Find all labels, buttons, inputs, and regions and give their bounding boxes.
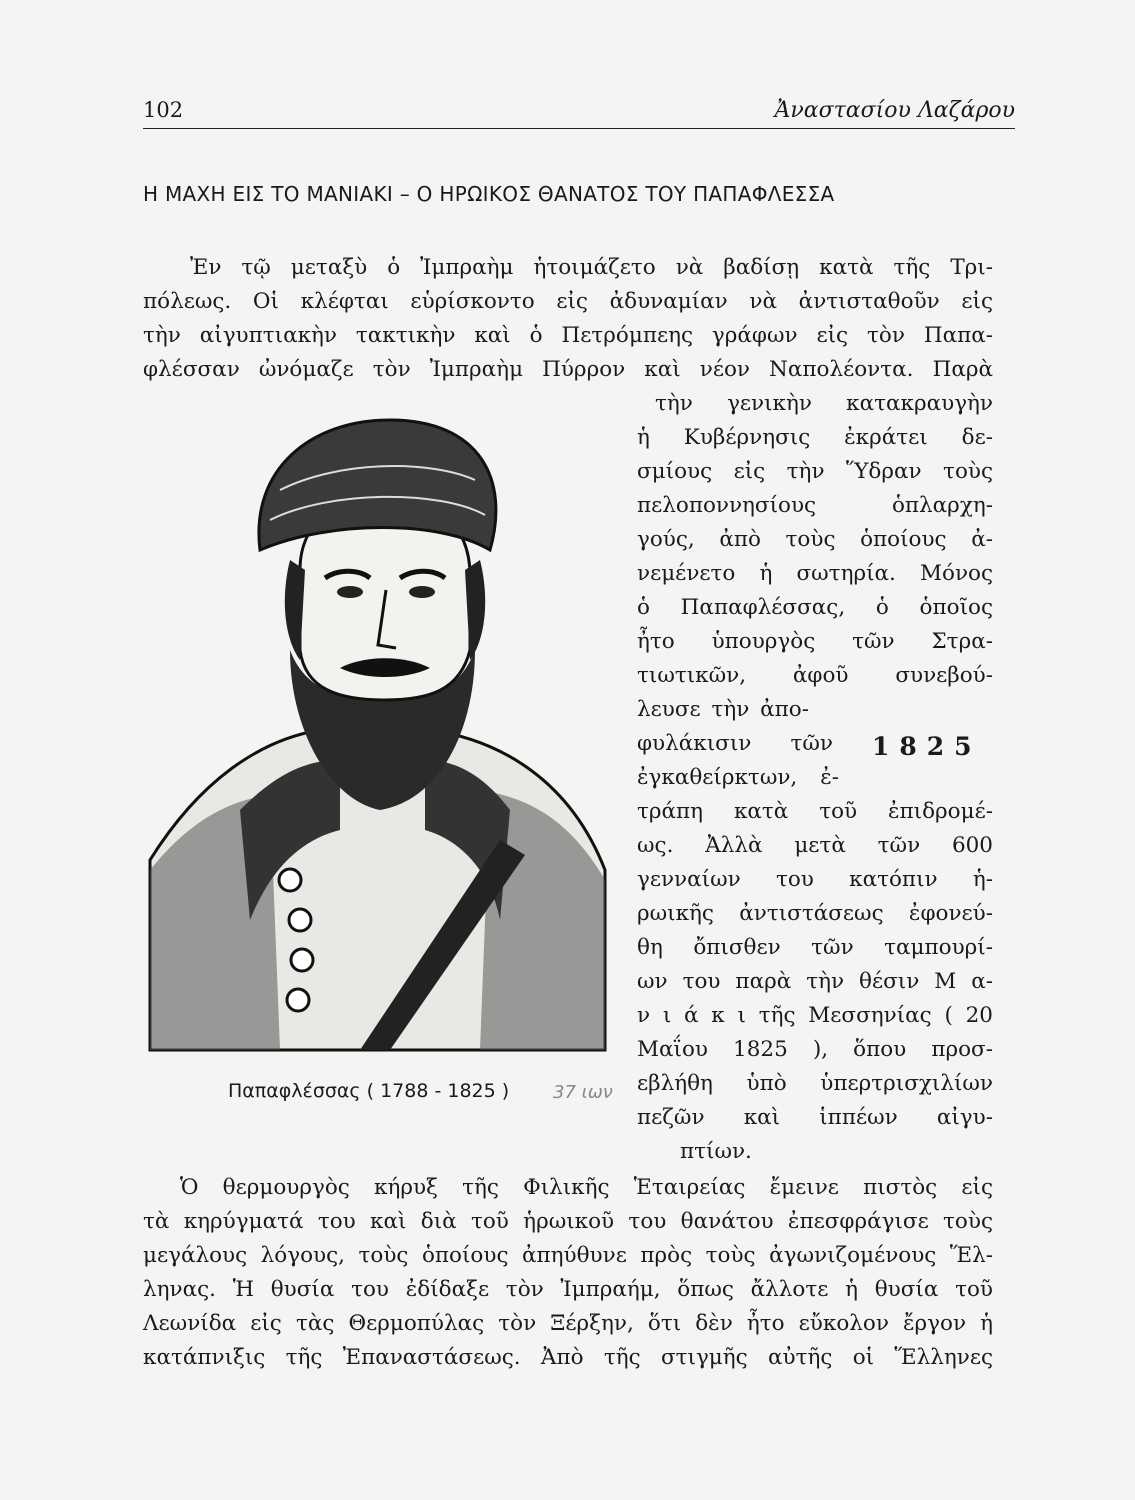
page-number: 102 — [143, 98, 184, 122]
header-rule — [143, 128, 1015, 129]
paragraph2-line: Ὁ θερμουργὸς κήρυξ τῆς Φιλικῆς Ἑταιρείας ἔμεινε πιστὸς εἰς — [180, 1175, 993, 1200]
paragraph2-line: κατάπνιξις τῆς Ἐπαναστάσεως. Ἀπὸ τῆς στιγμῆς αὐτῆς οἱ Ἕλληνες — [143, 1345, 993, 1370]
column-line: ων του παρὰ τὴν θέσιν Μ α- — [637, 969, 993, 994]
column-line: εβλήθη ὑπὸ ὑπερτρισχιλίων — [637, 1071, 993, 1096]
column-line: γενναίων του κατόπιν ἡ- — [637, 867, 993, 892]
column-line: νεμένετο ἡ σωτηρία. Μόνος — [637, 561, 993, 586]
paragraph1-line: Ἐν τῷ μεταξὺ ὁ Ἰμπραὴμ ἡτοιμάζετο νὰ βαδίσῃ κατὰ τῆς Τρι- — [190, 255, 993, 280]
running-header-author: Ἀναστασίου Λαζάρου — [774, 98, 1015, 123]
column-line: σμίους εἰς τὴν Ὕδραν τοὺς — [637, 459, 993, 484]
column-line: ρωικῆς ἀντιστάσεως ἐφονεύ- — [637, 901, 993, 926]
portrait-caption: Παπαφλέσσας ( 1788 - 1825 ) — [228, 1080, 510, 1102]
handwritten-note: 37 ιων — [553, 1082, 613, 1103]
column-line: φυλάκισιν τῶν — [637, 731, 833, 756]
paragraph1-line: φλέσσαν ὠνόμαζε τὸν Ἰμπραὴμ Πύρρον καὶ νέον Ναπολέοντα. Παρὰ — [143, 357, 993, 382]
column-line: γούς, ἀπὸ τοὺς ὁποίους ἀ- — [637, 527, 993, 552]
column-line: πελοποννησίους ὁπλαρχη- — [637, 493, 993, 518]
paragraph1-line: τὴν αἰγυπτιακὴν τακτικὴν καὶ ὁ Πετρόμπεης γράφων εἰς τὸν Παπα- — [143, 323, 993, 348]
column-line: ν ι ά κ ι τῆς Μεσσηνίας ( 20 — [637, 1003, 993, 1028]
portrait-engraving — [140, 400, 610, 1060]
column-line: ἐγκαθείρκτων, ἐ- — [637, 765, 839, 790]
paragraph1-line: πόλεως. Οἱ κλέφται εὑρίσκοντο εἰς ἀδυναμίαν νὰ ἀντισταθοῦν εἰς — [143, 289, 993, 314]
margin-year: 1825 — [872, 732, 982, 761]
column-line: πτίων. — [680, 1139, 752, 1164]
column-line: ἦτο ὑπουργὸς τῶν Στρα- — [637, 629, 993, 654]
column-line: τράπη κατὰ τοῦ ἐπιδρομέ- — [637, 799, 993, 824]
column-line: Μαΐου 1825 ), ὅπου προσ- — [637, 1037, 993, 1062]
paragraph2-line: ληνας. Ἡ θυσία του ἐδίδαξε τὸν Ἰμπραήμ, ὅπως ἄλλοτε ἡ θυσία τοῦ — [143, 1277, 993, 1302]
column-line: ως. Ἀλλὰ μετὰ τῶν 600 — [637, 833, 993, 858]
chapter-title: Η ΜΑΧΗ ΕΙΣ ΤΟ ΜΑΝΙΑΚΙ – Ο ΗΡΩΙΚΟΣ ΘΑΝΑΤΟΣ ΤΟΥ ΠΑΠΑΦΛΕΣΣΑ — [143, 182, 835, 206]
column-line: θη ὄπισθεν τῶν ταμπουρί- — [637, 935, 993, 960]
paragraph2-line: τὰ κηρύγματά του καὶ διὰ τοῦ ἡρωικοῦ του θανάτου ἐπεσφράγισε τοὺς — [143, 1209, 993, 1234]
column-line: ἡ Κυβέρνησις ἐκράτει δε- — [637, 425, 993, 450]
column-line: τιωτικῶν, ἀφοῦ συνεβού- — [637, 663, 993, 688]
paragraph2-line: μεγάλους λόγους, τοὺς ὁποίους ἀπηύθυνε πρὸς τοὺς ἀγωνιζομένους Ἕλ- — [143, 1243, 993, 1268]
column-line: τὴν γενικὴν κατακραυγὴν — [655, 391, 993, 416]
column-line: ὁ Παπαφλέσσας, ὁ ὁποῖος — [637, 595, 993, 620]
column-line: πεζῶν καὶ ἱππέων αἰγυ- — [637, 1105, 993, 1130]
paragraph2-line: Λεωνίδα εἰς τὰς Θερμοπύλας τὸν Ξέρξην, ὅτι δὲν ἦτο εὔκολον ἔργον ἡ — [143, 1311, 993, 1336]
column-line: λευσε τὴν ἀπο- — [637, 697, 809, 722]
